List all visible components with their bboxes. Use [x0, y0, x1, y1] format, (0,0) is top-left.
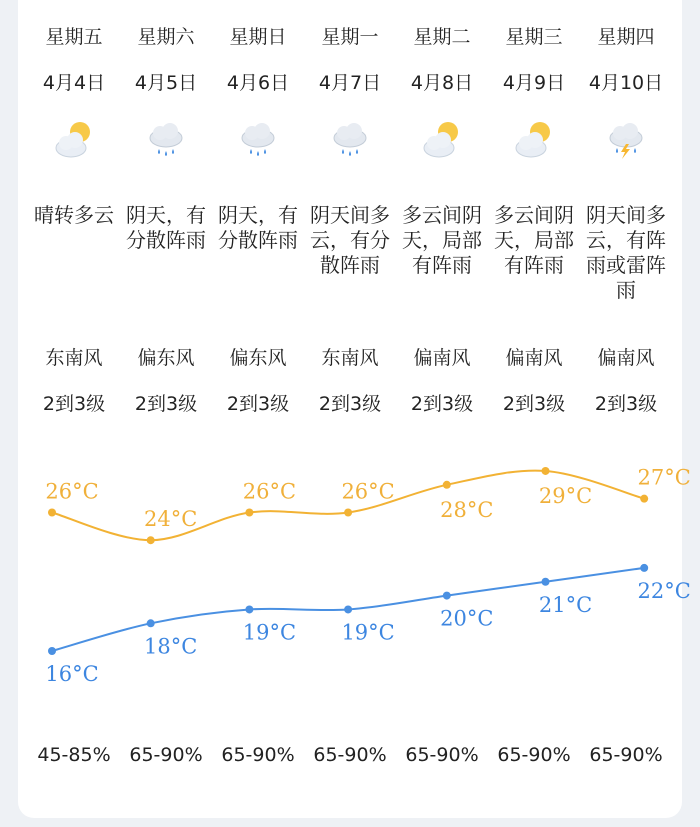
high-temp-point — [147, 536, 155, 544]
wind-level: 2到3级 — [502, 393, 566, 415]
weekday-label: 星期三 — [505, 26, 563, 48]
date-label: 4月8日 — [410, 72, 474, 94]
low-temp-point — [48, 647, 56, 655]
weekday-label: 星期四 — [597, 26, 655, 48]
high-temp-point — [344, 509, 352, 517]
high-temp-label: 28°C — [440, 497, 494, 522]
low-temp-point — [542, 578, 550, 586]
low-temp-label: 21°C — [538, 592, 593, 617]
humidity-range: 65-90% — [497, 744, 571, 766]
low-temp-point — [344, 605, 352, 613]
weather-description: 多云间阴天，局部有阵雨 — [402, 203, 482, 277]
low-temp-point — [640, 564, 648, 572]
wind-direction: 偏南风 — [505, 347, 563, 369]
low-temp-label: 18°C — [144, 634, 198, 659]
humidity-range: 65-90% — [405, 744, 479, 766]
wind-direction: 东南风 — [45, 347, 103, 369]
date-label: 4月5日 — [134, 72, 198, 94]
high-temp-label: 24°C — [144, 507, 198, 532]
low-temp-label: 16°C — [45, 662, 99, 686]
low-temp-label: 22°C — [637, 578, 691, 603]
humidity-range: 65-90% — [221, 744, 295, 766]
high-temp-point — [640, 495, 648, 503]
wind-level: 2到3级 — [134, 393, 198, 415]
wind-level: 2到3级 — [594, 393, 658, 415]
date-label: 4月9日 — [502, 72, 566, 94]
weather-description: 阴天，有分散阵雨 — [126, 203, 206, 252]
weather-description: 阴天，有分散阵雨 — [218, 203, 298, 252]
weather-description: 多云间阴天，局部有阵雨 — [494, 203, 574, 277]
humidity-range: 45-85% — [37, 744, 111, 766]
high-temp-point — [245, 509, 253, 517]
humidity-range: 65-90% — [129, 744, 203, 766]
high-temp-label: 29°C — [538, 483, 593, 508]
high-temp-point — [48, 509, 56, 517]
low-temp-point — [245, 605, 253, 613]
date-label: 4月7日 — [318, 72, 382, 94]
wind-level: 2到3级 — [318, 393, 382, 415]
high-temp-point — [443, 481, 451, 489]
weather-description: 阴天间多云，有分散阵雨 — [310, 203, 390, 277]
date-label: 4月6日 — [226, 72, 290, 94]
high-temp-label: 27°C — [637, 465, 691, 490]
weekday-label: 星期五 — [45, 26, 103, 48]
weekday-label: 星期六 — [137, 26, 195, 48]
high-temp-point — [542, 467, 550, 475]
date-label: 4月4日 — [42, 72, 106, 94]
low-temp-label: 20°C — [440, 606, 494, 631]
low-temp-label: 19°C — [341, 620, 395, 645]
wind-level: 2到3级 — [42, 393, 106, 415]
high-temp-label: 26°C — [242, 479, 297, 504]
weather-description: 晴转多云 — [34, 203, 114, 227]
weather-description: 阴天间多云，有阵雨或雷阵雨 — [586, 203, 666, 302]
low-temp-point — [443, 592, 451, 600]
low-temp-point — [147, 619, 155, 627]
wind-direction: 偏南风 — [413, 347, 471, 369]
humidity-range: 65-90% — [589, 744, 663, 766]
wind-direction: 偏南风 — [597, 347, 655, 369]
weekday-label: 星期一 — [321, 26, 379, 48]
weekday-label: 星期二 — [413, 26, 471, 48]
wind-level: 2到3级 — [410, 393, 474, 415]
weekday-label: 星期日 — [229, 26, 287, 48]
date-label: 4月10日 — [588, 72, 664, 94]
high-temp-label: 26°C — [45, 479, 99, 504]
wind-direction: 偏东风 — [229, 347, 287, 369]
wind-direction: 偏东风 — [137, 347, 195, 369]
wind-direction: 东南风 — [321, 347, 379, 369]
low-temp-label: 19°C — [242, 620, 297, 645]
high-temp-label: 26°C — [341, 479, 395, 504]
humidity-range: 65-90% — [313, 744, 387, 766]
wind-level: 2到3级 — [226, 393, 290, 415]
